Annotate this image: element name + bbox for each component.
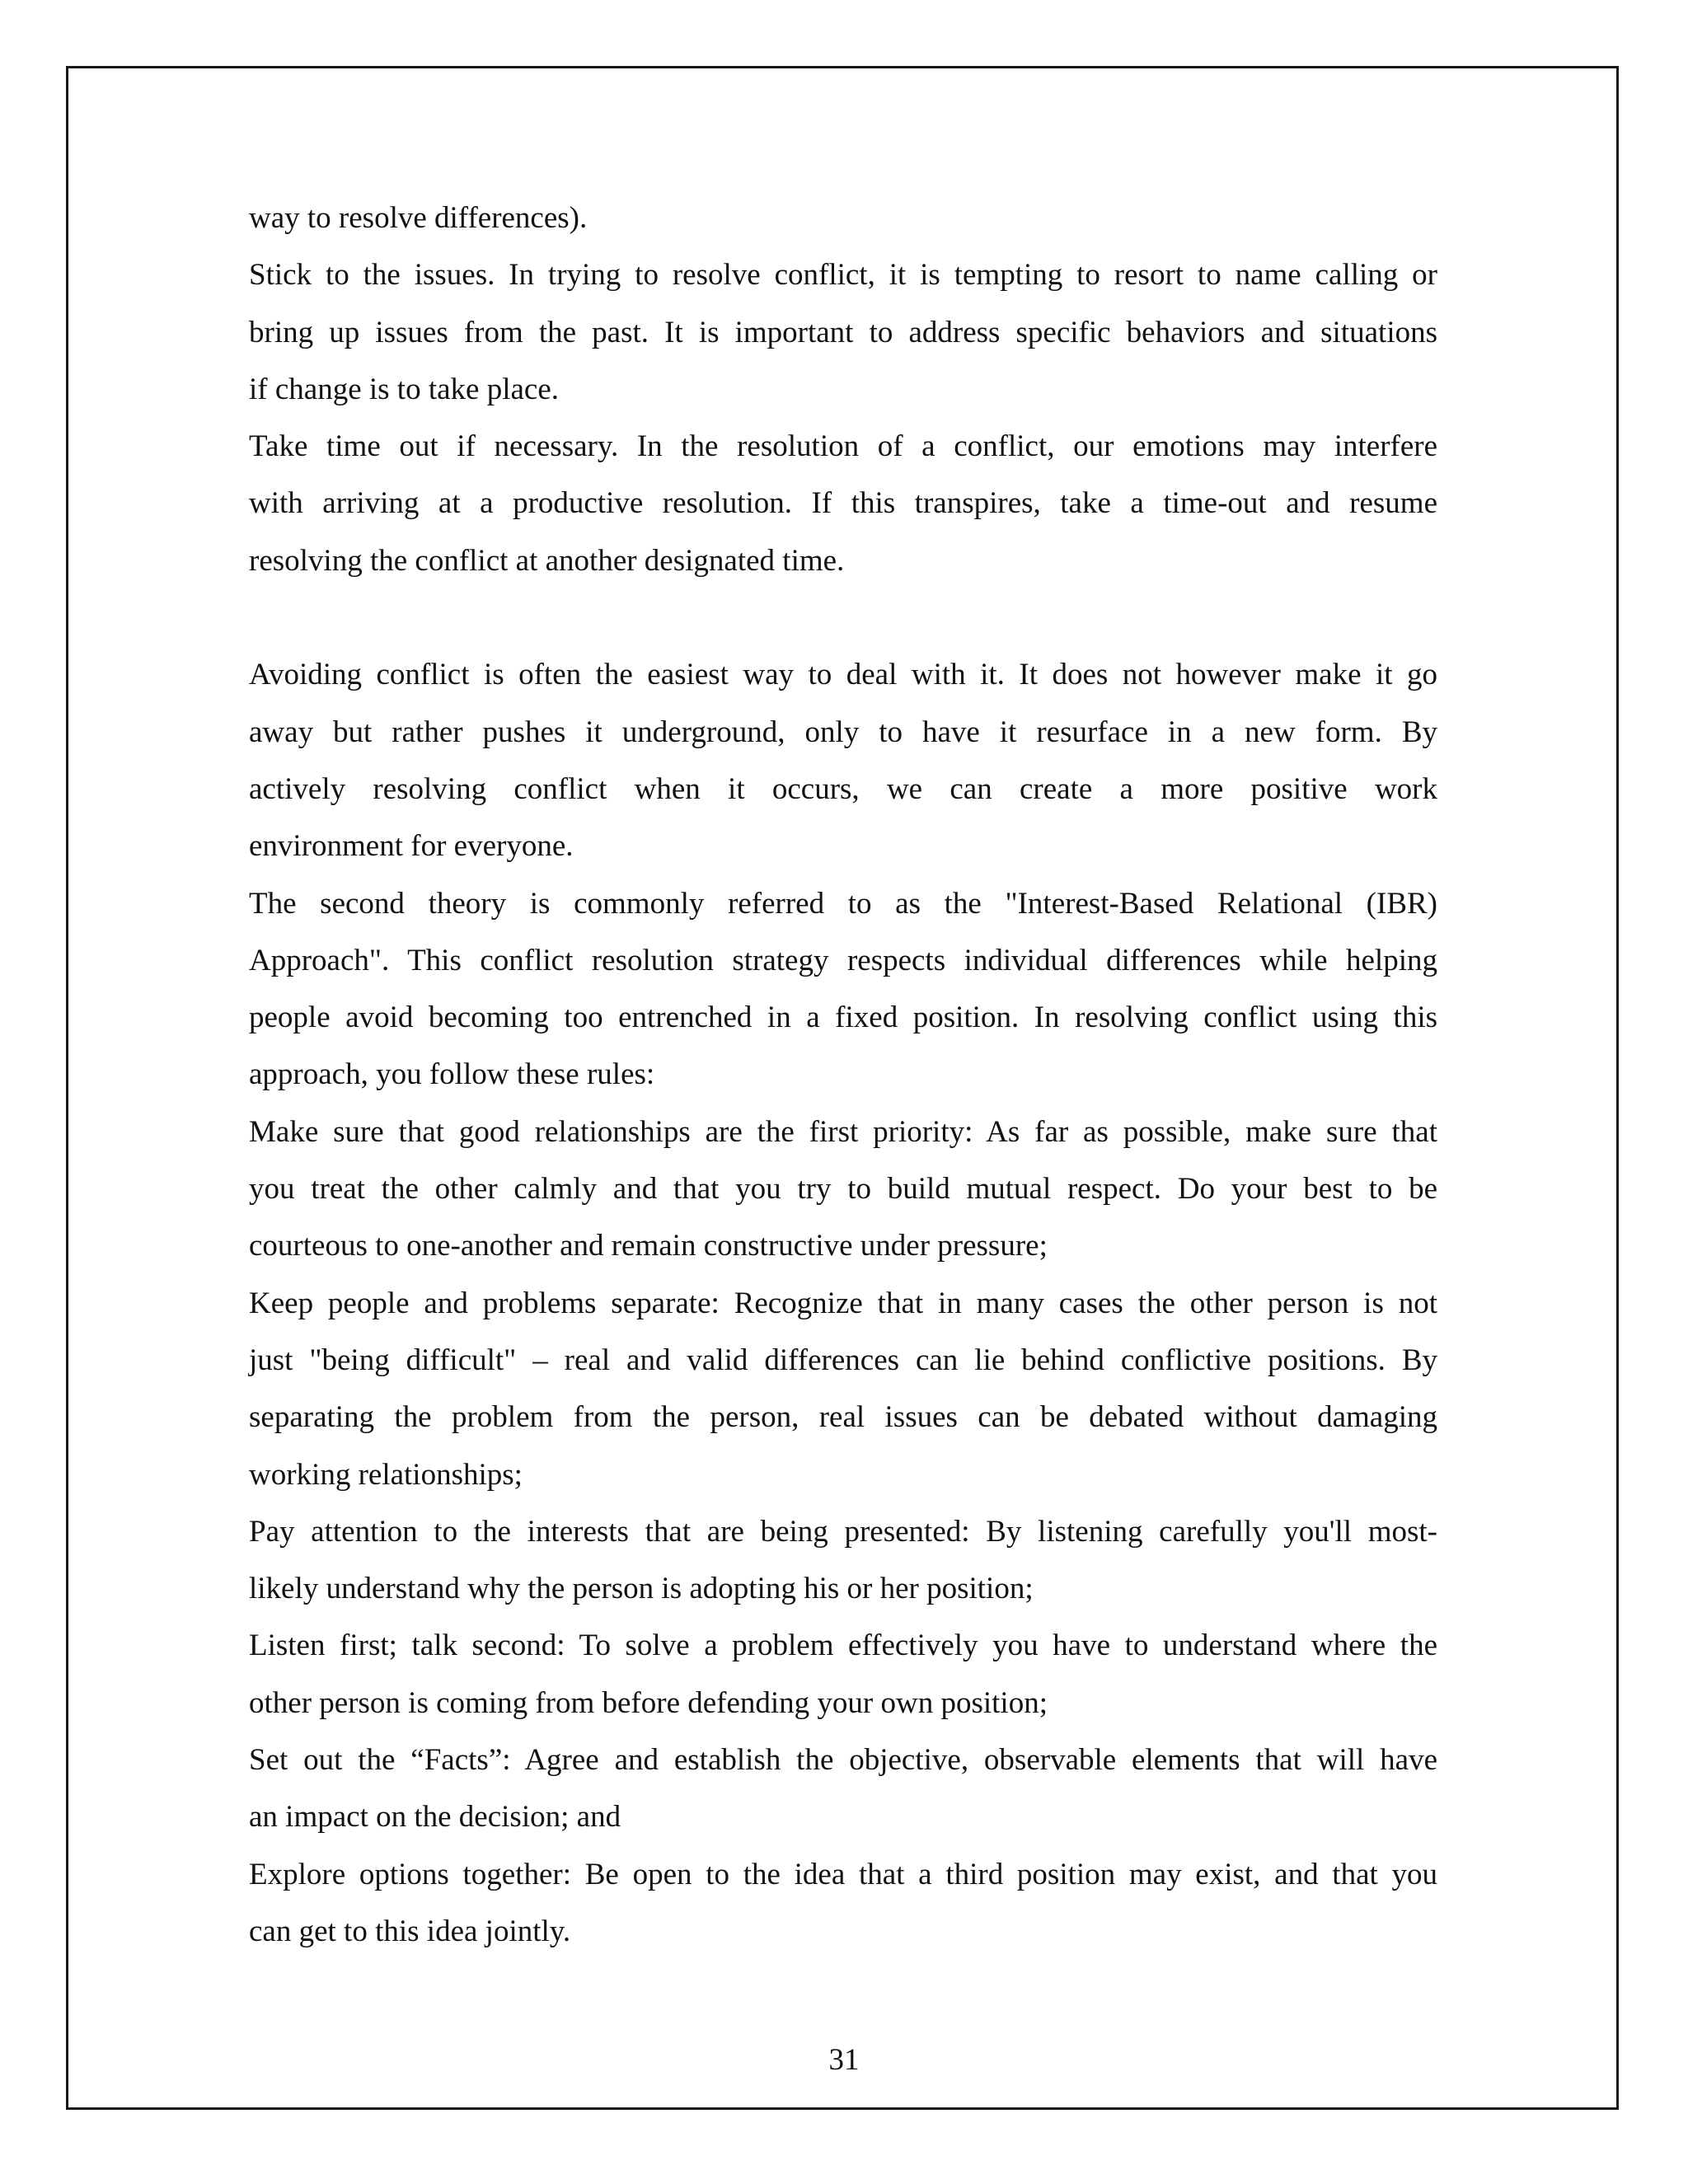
text-line: Listen first; talk second: To solve a problem effectively you have to understand where the (249, 1629, 1437, 1663)
text-line: Stick to the issues. In trying to resolve conflict, it is tempting to resort to name calling or (249, 258, 1437, 293)
text-line: Pay attention to the interests that are being presented: By listening carefully you'll most- (249, 1514, 1437, 1549)
text-line: Make sure that good relationships are the first priority: As far as possible, make sure that (249, 1114, 1437, 1149)
text-line: just "being difficult" – real and valid differences can lie behind conflictive positions. By (249, 1343, 1437, 1377)
text-line: away but rather pushes it underground, only to have it resurface in a new form. By (249, 715, 1437, 749)
text-line: courteous to one-another and remain constructive under pressure; (249, 1229, 1048, 1263)
text-line: likely understand why the person is adopting his or her position; (249, 1572, 1034, 1606)
paragraph-gap (249, 589, 1437, 646)
text-line: bring up issues from the past. It is important to address specific behaviors and situations (249, 315, 1437, 349)
text-line: The second theory is commonly referred to as the "Interest-Based Relational (IBR) (249, 886, 1437, 921)
text-line: way to resolve differences). (249, 201, 588, 235)
text-line: if change is to take place. (249, 372, 559, 406)
text-line: people avoid becoming too entrenched in a fixed position. In resolving conflict using this (249, 1001, 1437, 1035)
text-line: Approach". This conflict resolution strategy respects individual differences while helping (249, 943, 1437, 977)
text-line: Take time out if necessary. In the resolution of a conflict, our emotions may interfere (249, 429, 1437, 464)
body-text (249, 190, 1437, 1960)
text-line: with arriving at a productive resolution. If this transpires, take a time-out and resume (249, 486, 1437, 521)
text-line: Explore options together: Be open to the idea that a third position may exist, and that you (249, 1857, 1437, 1891)
text-line: environment for everyone. (249, 829, 574, 864)
text-line: resolving the conflict at another designated time. (249, 543, 845, 578)
text-line: can get to this idea jointly. (249, 1914, 571, 1948)
text-line: you treat the other calmly and that you try to build mutual respect. Do your best to be (249, 1172, 1437, 1207)
text-line: actively resolving conflict when it occurs, we can create a more positive work (249, 771, 1437, 806)
text-line: working relationships; (249, 1457, 523, 1492)
text-line: separating the problem from the person, real issues can be debated without damaging (249, 1400, 1437, 1435)
text-line: an impact on the decision; and (249, 1800, 621, 1835)
text-line: approach, you follow these rules: (249, 1057, 655, 1092)
page-number: 31 (828, 2043, 860, 2077)
text-line: Keep people and problems separate: Recognize that in many cases the other person is not (249, 1286, 1437, 1320)
text-line: Avoiding conflict is often the easiest way to deal with it. It does not however make it go (249, 658, 1437, 692)
text-line: other person is coming from before defending your own position; (249, 1685, 1048, 1720)
text-line: Set out the “Facts”: Agree and establish the objective, observable elements that will have (249, 1743, 1437, 1778)
